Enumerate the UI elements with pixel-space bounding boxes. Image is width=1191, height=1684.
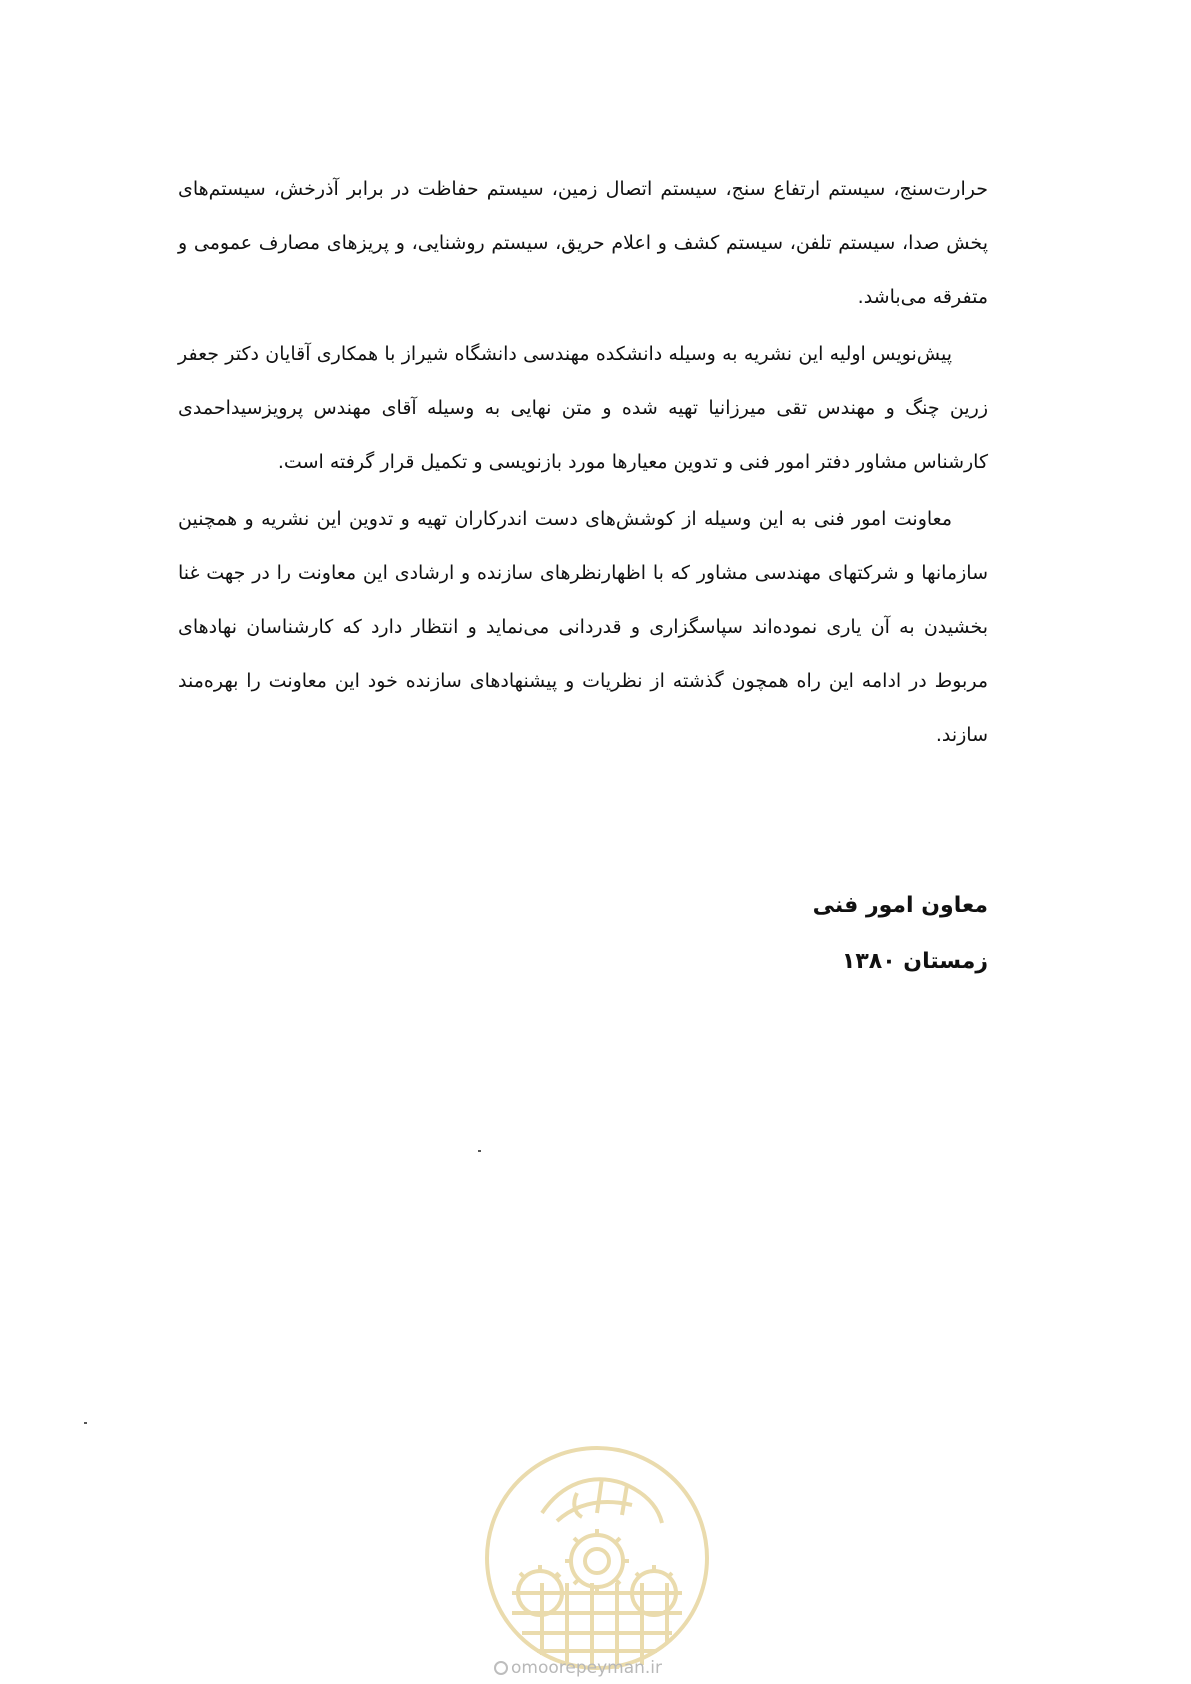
instagram-icon xyxy=(494,1661,508,1675)
scan-speck xyxy=(478,1150,481,1152)
body-text xyxy=(178,162,988,765)
scan-speck xyxy=(84,1422,87,1424)
signature-date: زمستان ۱۳۸۰ xyxy=(841,949,988,974)
paragraph-2: پیش‌نویس اولیه این نشریه به وسیله دانشکده مهندسی دانشگاه شیراز با همکاری آقایان دکتر جعفر زرین چنگ و مهندس تقی میرزانیا تهیه شده و متن نهایی به وسیله آقای مهندس پرویزسیداحمدی کارشناس مشاور دفتر امور فنی و تدوین معیارها مورد بازنویسی و تکمیل قرار گرفته است. xyxy=(178,343,988,473)
watermark-site: omoorepeyman.ir xyxy=(494,1658,662,1678)
signature-office: معاون امور فنی xyxy=(812,893,988,918)
paragraph-1: حرارت‌سنج، سیستم ارتفاع سنج، سیستم اتصال زمین، سیستم حفاظت در برابر آذرخش، سیستم‌های پخش صدا، سیستم تلفن، سیستم کشف و اعلام حریق، سیستم روشنایی، و پریزهای مصارف عمومی و متفرقه می‌باشد. xyxy=(178,178,988,308)
paragraph-3: معاونت امور فنی به این وسیله از کوشش‌های دست اندرکاران تهیه و تدوین این نشریه و همچنین سازمانها و شرکتهای مهندسی مشاور که با اظهارنظرهای سازنده و ارشادی این معاونت را در جهت غنا بخشیدن به آن یاری نموده‌اند سپاسگزاری و قدردانی می‌نماید و انتظار دارد که کارشناسان نهادهای مربوط در ادامه این راه همچون گذشته از نظریات و پیشنهادهای سازنده خود این معاونت را بهره‌مند سازند. xyxy=(178,508,988,746)
signature-block xyxy=(178,878,988,990)
watermark-logo-icon xyxy=(482,1443,712,1673)
